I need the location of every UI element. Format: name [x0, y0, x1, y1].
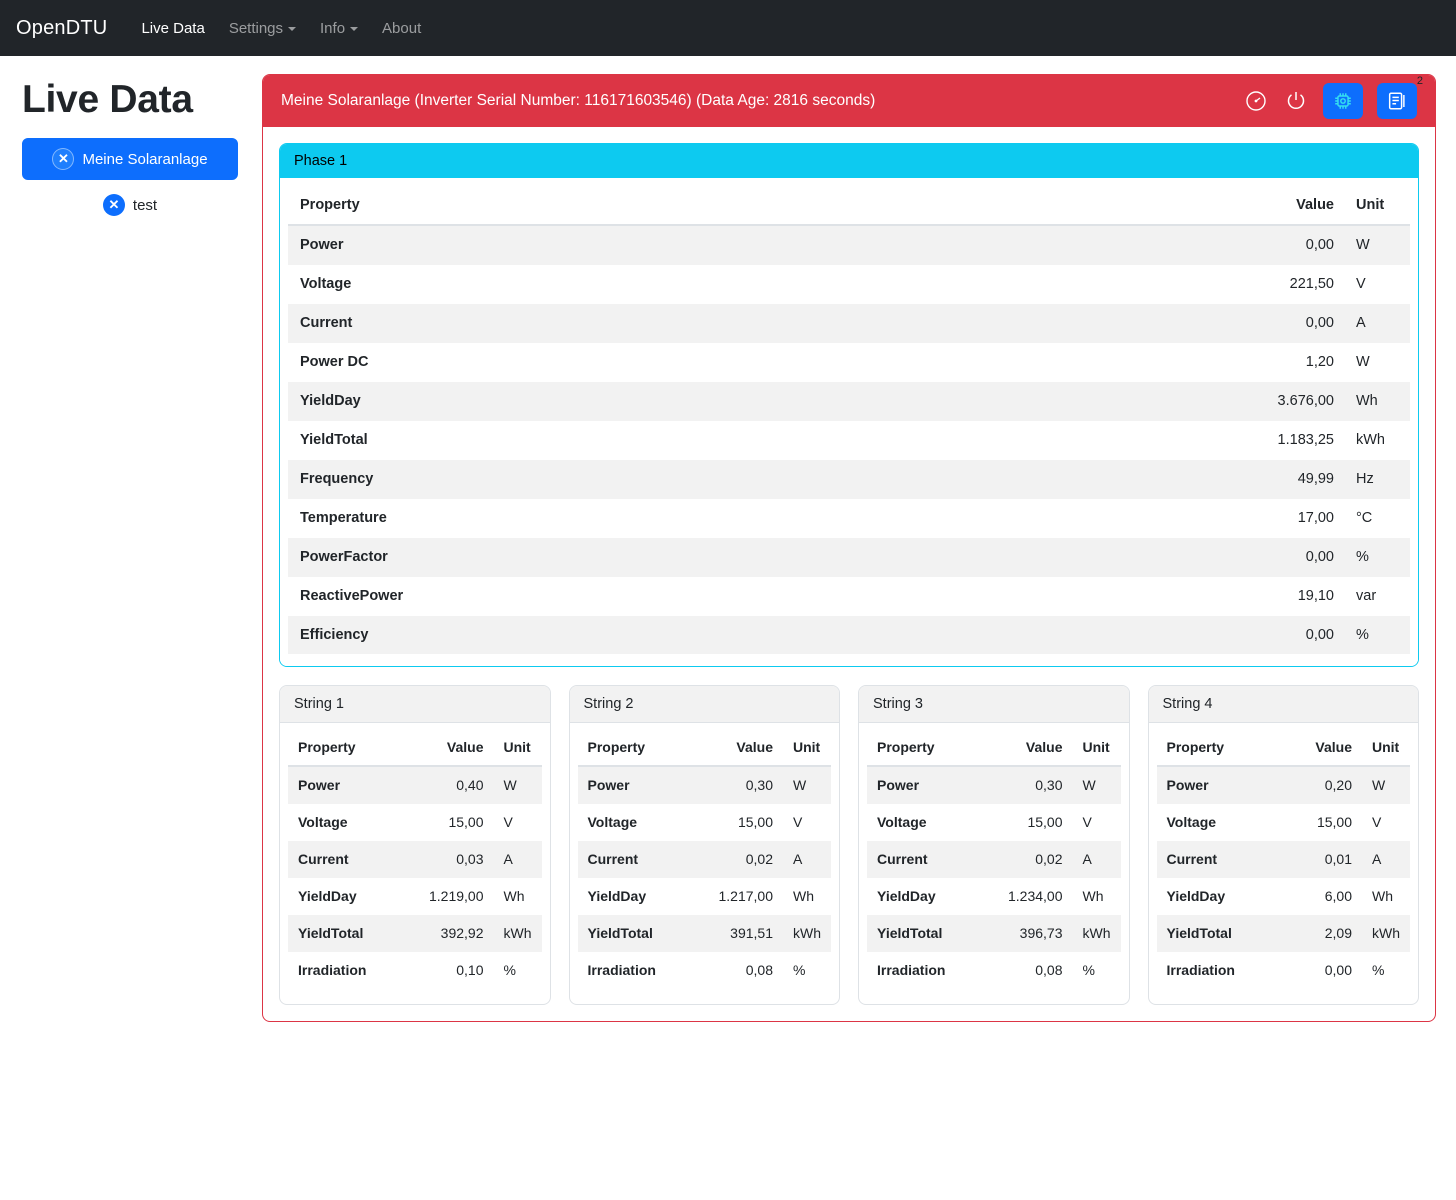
- column-header-unit: Unit: [1346, 186, 1410, 225]
- column-header-value: Value: [416, 729, 494, 766]
- cell-value: 1.234,00: [1008, 888, 1063, 904]
- cell-value: 221,50: [1289, 276, 1334, 292]
- string-table: [288, 729, 542, 988]
- string-card-body: [570, 723, 840, 1004]
- cell-value: 1.183,25: [1277, 432, 1334, 448]
- cell-property: Voltage: [1166, 814, 1217, 830]
- cell-property: Power DC: [300, 354, 369, 370]
- cell-property: Irradiation: [877, 962, 946, 978]
- table-row: [288, 841, 542, 878]
- power-icon[interactable]: [1283, 88, 1309, 114]
- cell-unit: A: [793, 851, 803, 867]
- cell-unit: W: [1356, 237, 1370, 253]
- cell-unit: A: [1356, 315, 1366, 331]
- cell-value: 49,99: [1297, 471, 1334, 487]
- chevron-down-icon: [288, 27, 296, 31]
- table-row: [288, 804, 542, 841]
- column-header-unit: Unit: [494, 729, 542, 766]
- table-row: [1157, 915, 1411, 952]
- string-table: [867, 729, 1121, 988]
- top-navbar: [0, 0, 1456, 56]
- cell-value: 0,02: [1035, 851, 1063, 867]
- column-header-value: Value: [1284, 729, 1362, 766]
- string-card-title: String 4: [1149, 686, 1419, 723]
- table-header-row: [578, 729, 832, 766]
- table-row: [288, 878, 542, 915]
- cell-value: 391,51: [730, 925, 773, 941]
- sidebar-item-meine-solaranlage[interactable]: [22, 138, 238, 180]
- table-row: [578, 915, 832, 952]
- cell-unit: V: [1356, 276, 1366, 292]
- cell-unit: Hz: [1356, 471, 1374, 487]
- cell-value: 396,73: [1019, 925, 1063, 941]
- column-header-value: Value: [1226, 186, 1346, 225]
- cell-value: 6,00: [1324, 888, 1352, 904]
- cell-property: Power: [587, 777, 630, 793]
- cell-property: Current: [298, 851, 349, 867]
- cell-property: Current: [877, 851, 928, 867]
- cell-unit: Wh: [1372, 888, 1393, 904]
- chip-icon[interactable]: [1323, 83, 1363, 119]
- brand-logo[interactable]: OpenDTU: [16, 16, 108, 39]
- nav-link-label: Settings: [228, 19, 284, 37]
- column-header-property: Property: [288, 729, 416, 766]
- cell-property: Frequency: [300, 471, 374, 487]
- cell-property: YieldDay: [298, 888, 357, 904]
- cell-property: Power: [877, 777, 920, 793]
- string-card: [569, 685, 841, 1005]
- nav-link-live-data[interactable]: [129, 12, 216, 45]
- string-card-body: [859, 723, 1129, 1004]
- cell-unit: Wh: [503, 888, 525, 904]
- cell-value: 1,20: [1305, 354, 1334, 370]
- cell-property: Voltage: [300, 276, 352, 292]
- cell-value: 1.219,00: [429, 888, 484, 904]
- cell-property: Irradiation: [587, 962, 656, 978]
- table-row: [578, 952, 832, 989]
- cell-unit: V: [1082, 814, 1092, 830]
- string-table: [578, 729, 832, 988]
- table-row: [578, 878, 832, 915]
- string-card-body: [1149, 723, 1419, 1004]
- cell-unit: kWh: [1372, 925, 1400, 941]
- table-header-row: [288, 729, 542, 766]
- cell-property: YieldTotal: [1166, 925, 1232, 941]
- cell-value: 0,40: [456, 777, 484, 793]
- table-row: [288, 766, 542, 804]
- nav-link-label: About: [382, 19, 422, 37]
- cell-unit: W: [1082, 777, 1096, 793]
- cell-unit: var: [1356, 588, 1377, 604]
- nav-links: [129, 12, 433, 45]
- nav-link-about[interactable]: [370, 12, 433, 45]
- table-row: [288, 538, 1410, 577]
- phase-panel-title: Phase 1: [280, 144, 1418, 178]
- cell-value: 0,30: [1035, 777, 1063, 793]
- nav-link-info[interactable]: [308, 12, 370, 45]
- cell-unit: V: [503, 814, 513, 830]
- phase-panel-body: [280, 178, 1418, 666]
- cell-value: 0,00: [1324, 962, 1352, 978]
- string-card-body: [280, 723, 550, 1004]
- table-row: [288, 304, 1410, 343]
- column-header-property: Property: [1157, 729, 1285, 766]
- cell-value: 0,20: [1324, 777, 1352, 793]
- event-log-badge: 2: [1416, 75, 1423, 87]
- cell-property: Current: [300, 315, 353, 331]
- column-header-value: Value: [995, 729, 1073, 766]
- cell-property: Efficiency: [300, 627, 369, 643]
- table-row: [1157, 878, 1411, 915]
- cell-property: PowerFactor: [300, 549, 388, 565]
- nav-link-settings[interactable]: [217, 12, 308, 45]
- cell-unit: Wh: [1356, 393, 1378, 409]
- cell-value: 392,92: [440, 925, 484, 941]
- phase-panel: [279, 143, 1419, 667]
- string-card-title: String 1: [280, 686, 550, 723]
- nav-link-label: Info: [320, 19, 346, 37]
- table-header-row: [288, 186, 1410, 225]
- cell-unit: W: [503, 777, 517, 793]
- cell-property: Voltage: [298, 814, 348, 830]
- table-row: [578, 766, 832, 804]
- table-row: [867, 952, 1121, 989]
- cell-unit: A: [503, 851, 513, 867]
- table-row: [288, 382, 1410, 421]
- cell-value: 0,00: [1305, 315, 1334, 331]
- cell-value: 0,08: [1035, 962, 1063, 978]
- phase-table: [288, 186, 1410, 654]
- table-row: [1157, 766, 1411, 804]
- cell-property: Current: [587, 851, 639, 867]
- cell-value: 0,00: [1305, 627, 1334, 643]
- cell-value: 3.676,00: [1277, 393, 1334, 409]
- page-title: Live Data: [22, 78, 193, 121]
- sidebar-item-label: test: [132, 196, 158, 214]
- cell-value: 15,00: [1027, 814, 1063, 830]
- column-header-property: Property: [578, 729, 706, 766]
- cell-value: 1.217,00: [718, 888, 773, 904]
- cell-value: 0,10: [456, 962, 484, 978]
- string-card: [1148, 685, 1420, 1005]
- cell-unit: kWh: [503, 925, 532, 941]
- table-row: [867, 804, 1121, 841]
- cell-property: YieldDay: [877, 888, 936, 904]
- page-container: [0, 56, 1456, 1022]
- table-row: [288, 460, 1410, 499]
- cell-unit: W: [1356, 354, 1370, 370]
- cell-unit: W: [793, 777, 807, 793]
- table-row: [578, 841, 832, 878]
- chevron-down-icon: [350, 27, 358, 31]
- cell-value: 15,00: [737, 814, 773, 830]
- cell-property: YieldTotal: [300, 432, 368, 448]
- inverter-header: [263, 75, 1435, 127]
- cell-unit: %: [1372, 962, 1385, 978]
- cell-unit: Wh: [1082, 888, 1104, 904]
- cell-unit: kWh: [1356, 432, 1385, 448]
- nav-link-label: Live Data: [141, 19, 205, 37]
- table-row: [288, 577, 1410, 616]
- cell-property: Voltage: [877, 814, 927, 830]
- cell-property: Power: [300, 237, 344, 253]
- x-circle-icon: ✕: [103, 194, 125, 216]
- column-header-property: Property: [867, 729, 995, 766]
- cell-unit: V: [793, 814, 803, 830]
- cell-value: 0,00: [1305, 237, 1334, 253]
- table-row: [288, 915, 542, 952]
- table-row: [288, 343, 1410, 382]
- cell-unit: %: [503, 962, 516, 978]
- table-row: [1157, 952, 1411, 989]
- table-row: [867, 915, 1121, 952]
- cell-property: Power: [298, 777, 341, 793]
- table-row: [867, 766, 1121, 804]
- table-row: [1157, 804, 1411, 841]
- cell-unit: V: [1372, 814, 1382, 830]
- table-row: [288, 421, 1410, 460]
- column-header-unit: Unit: [1073, 729, 1121, 766]
- x-circle-icon: ✕: [52, 148, 74, 170]
- column-header-unit: Unit: [783, 729, 831, 766]
- sidebar: [0, 56, 262, 1022]
- table-row: [288, 952, 542, 989]
- cell-property: Voltage: [587, 814, 638, 830]
- cell-property: YieldTotal: [877, 925, 943, 941]
- sidebar-item-label: Meine Solaranlage: [82, 150, 208, 168]
- inverter-header-title: Meine Solaranlage (Inverter Serial Number: 116171603546) (Data Age: 2816 seconds): [281, 92, 876, 109]
- string-card-title: String 2: [570, 686, 840, 723]
- cell-value: 0,00: [1305, 549, 1334, 565]
- cell-value: 0,30: [745, 777, 773, 793]
- cell-unit: %: [1356, 627, 1369, 643]
- cell-unit: Wh: [793, 888, 814, 904]
- string-card: [858, 685, 1130, 1005]
- cell-unit: °C: [1356, 510, 1373, 526]
- cell-value: 15,00: [448, 814, 484, 830]
- inverter-card: [262, 74, 1436, 1022]
- cell-unit: %: [1356, 549, 1369, 565]
- cell-unit: %: [793, 962, 806, 978]
- cell-property: YieldDay: [300, 393, 361, 409]
- cell-value: 19,10: [1297, 588, 1334, 604]
- cell-property: Power: [1166, 777, 1209, 793]
- cell-property: ReactivePower: [300, 588, 404, 604]
- table-header-row: [1157, 729, 1411, 766]
- cell-property: Irradiation: [298, 962, 367, 978]
- cell-unit: %: [1082, 962, 1095, 978]
- event-log-icon[interactable]: [1377, 75, 1423, 119]
- table-row: [288, 616, 1410, 655]
- content-area: [262, 56, 1456, 1022]
- cell-value: 17,00: [1297, 510, 1334, 526]
- cell-value: 2,09: [1324, 925, 1352, 941]
- cell-property: YieldDay: [587, 888, 647, 904]
- column-header-property: Property: [288, 186, 1226, 225]
- table-row: [1157, 841, 1411, 878]
- table-row: [288, 499, 1410, 538]
- cell-value: 15,00: [1316, 814, 1352, 830]
- cell-unit: A: [1372, 851, 1382, 867]
- string-card: [279, 685, 551, 1005]
- table-header-row: [867, 729, 1121, 766]
- string-table: [1157, 729, 1411, 988]
- sidebar-item-test[interactable]: [22, 188, 238, 222]
- cell-unit: A: [1082, 851, 1092, 867]
- cell-unit: kWh: [1082, 925, 1111, 941]
- string-card-title: String 3: [859, 686, 1129, 723]
- column-header-unit: Unit: [1362, 729, 1410, 766]
- table-row: [288, 225, 1410, 265]
- table-row: [867, 878, 1121, 915]
- table-row: [578, 804, 832, 841]
- table-row: [288, 265, 1410, 304]
- cell-property: Irradiation: [1166, 962, 1235, 978]
- inverter-body: [263, 127, 1435, 1021]
- cell-value: 0,08: [745, 962, 773, 978]
- cell-value: 0,02: [745, 851, 773, 867]
- cell-property: Current: [1166, 851, 1218, 867]
- cell-unit: W: [1372, 777, 1386, 793]
- column-header-value: Value: [705, 729, 783, 766]
- cell-property: Temperature: [300, 510, 387, 526]
- cell-property: YieldTotal: [298, 925, 364, 941]
- cell-value: 0,01: [1324, 851, 1352, 867]
- cell-property: YieldDay: [1166, 888, 1226, 904]
- cell-unit: kWh: [793, 925, 821, 941]
- cell-property: YieldTotal: [587, 925, 653, 941]
- cell-value: 0,03: [456, 851, 484, 867]
- strings-grid: [279, 685, 1419, 1005]
- inverter-header-actions: [1243, 75, 1423, 119]
- table-row: [867, 841, 1121, 878]
- gauge-icon[interactable]: [1243, 88, 1269, 114]
